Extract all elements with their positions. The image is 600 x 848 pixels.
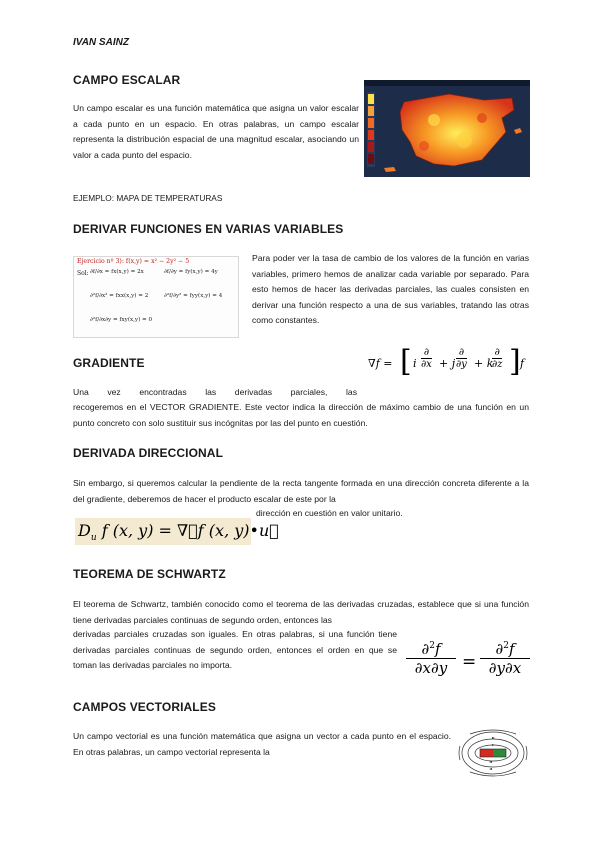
exercise-term: ∂f/∂x = fx(x,y) = 2x <box>90 269 144 275</box>
exercise-title: Ejercicio nº 3): f(x,y) = x² − 2y² − 5 <box>77 258 190 265</box>
heading-schwartz: TEOREMA DE SCHWARTZ <box>73 567 226 581</box>
exercise-figure <box>73 256 239 338</box>
heading-direccional: DERIVADA DIRECCIONAL <box>73 446 224 460</box>
heading-vectoriales: CAMPOS VECTORIALES <box>73 700 216 714</box>
gradient-formula: ∇f = [ i ∂ ∂x + j ∂ ∂y + k ∂ ∂z ] f <box>368 344 525 379</box>
author-name: IVAN SAINZ <box>73 37 129 48</box>
direccional-text-end: dirección en cuestión en valor unitario. <box>256 508 403 518</box>
exercise-term: ∂f/∂y = fy(x,y) = 4y <box>164 269 218 275</box>
exercise-term: ∂²f/∂x∂y = fxy(x,y) = 0 <box>90 317 153 323</box>
exercise-sol: Sol: <box>77 270 89 277</box>
schwartz-text: El teorema de Schwartz, también conocido como el teorema de las derivadas cruzadas, establece que si una función tiene derivadas parciales continuas de segundo orden, entonces las <box>73 599 529 625</box>
schwartz-text-side: derivadas parciales cruzadas son iguales. En otras palabras, si una función tiene derivadas parciales continuas de segundo orden, entonces el orden en que se toman las derivadas parciales no importa. <box>73 629 397 671</box>
exercise-term: ∂²f/∂x² = fxx(x,y) = 2 <box>90 293 149 299</box>
schwartz-formula: $\frac{\partial^2f}{\partial x\partial y}$ = $\frac{\partial^2f}{\partial y\partial x}$ <box>404 640 530 690</box>
magnet-field-icon <box>458 724 528 782</box>
heading-campo-escalar: CAMPO ESCALAR <box>73 73 181 87</box>
gradiente-text: recogeremos en el VECTOR GRADIENTE. Este vector indica la dirección de máximo cambio de una función en un punto concreto con solo sustituir sus incógnitas por las del punto en cuestión. <box>73 402 529 428</box>
derivar-text: Para poder ver la tasa de cambio de los valores de la función en varias variables, primero hemos de analizar cada variable por separado. Para esto hemos de hacer las derivadas parciales, las cuales consisten en derivar una función respecto a una de sus variables, tratando las otras como constantes. <box>252 253 529 326</box>
temperature-map-icon <box>364 80 530 177</box>
gradiente-text-first: Una vez encontradas las derivadas parciales, las <box>73 387 357 397</box>
direccional-text: Sin embargo, si queremos calcular la pendiente de la recta tangente formada en una dirección concreta diferente a la del gradiente, deberemos de hacer el producto escalar de este por la <box>73 478 529 504</box>
directional-formula: $D_u$ f (x, y) = ∇⃗f (x, y)•u⃗ <box>75 518 251 545</box>
campo-escalar-text: Un campo escalar es una función matemática que asigna un valor escalar a cada punto en un espacio. En otras palabras, un campo escalar representa la distribución espacial de una magnitud escalar, asociando un valor a cada punto del espacio. <box>73 103 359 160</box>
heading-derivar: DERIVAR FUNCIONES EN VARIAS VARIABLES <box>73 222 344 236</box>
exercise-term: ∂²f/∂y² = fyy(x,y) = 4 <box>164 293 223 299</box>
vectoriales-text: Un campo vectorial es una función matemática que asigna un vector a cada punto en el espacio. En otras palabras, un campo vectorial representa la <box>73 731 451 757</box>
campo-escalar-example: EJEMPLO: MAPA DE TEMPERATURAS <box>73 193 223 203</box>
heading-gradiente: GRADIENTE <box>73 356 145 370</box>
